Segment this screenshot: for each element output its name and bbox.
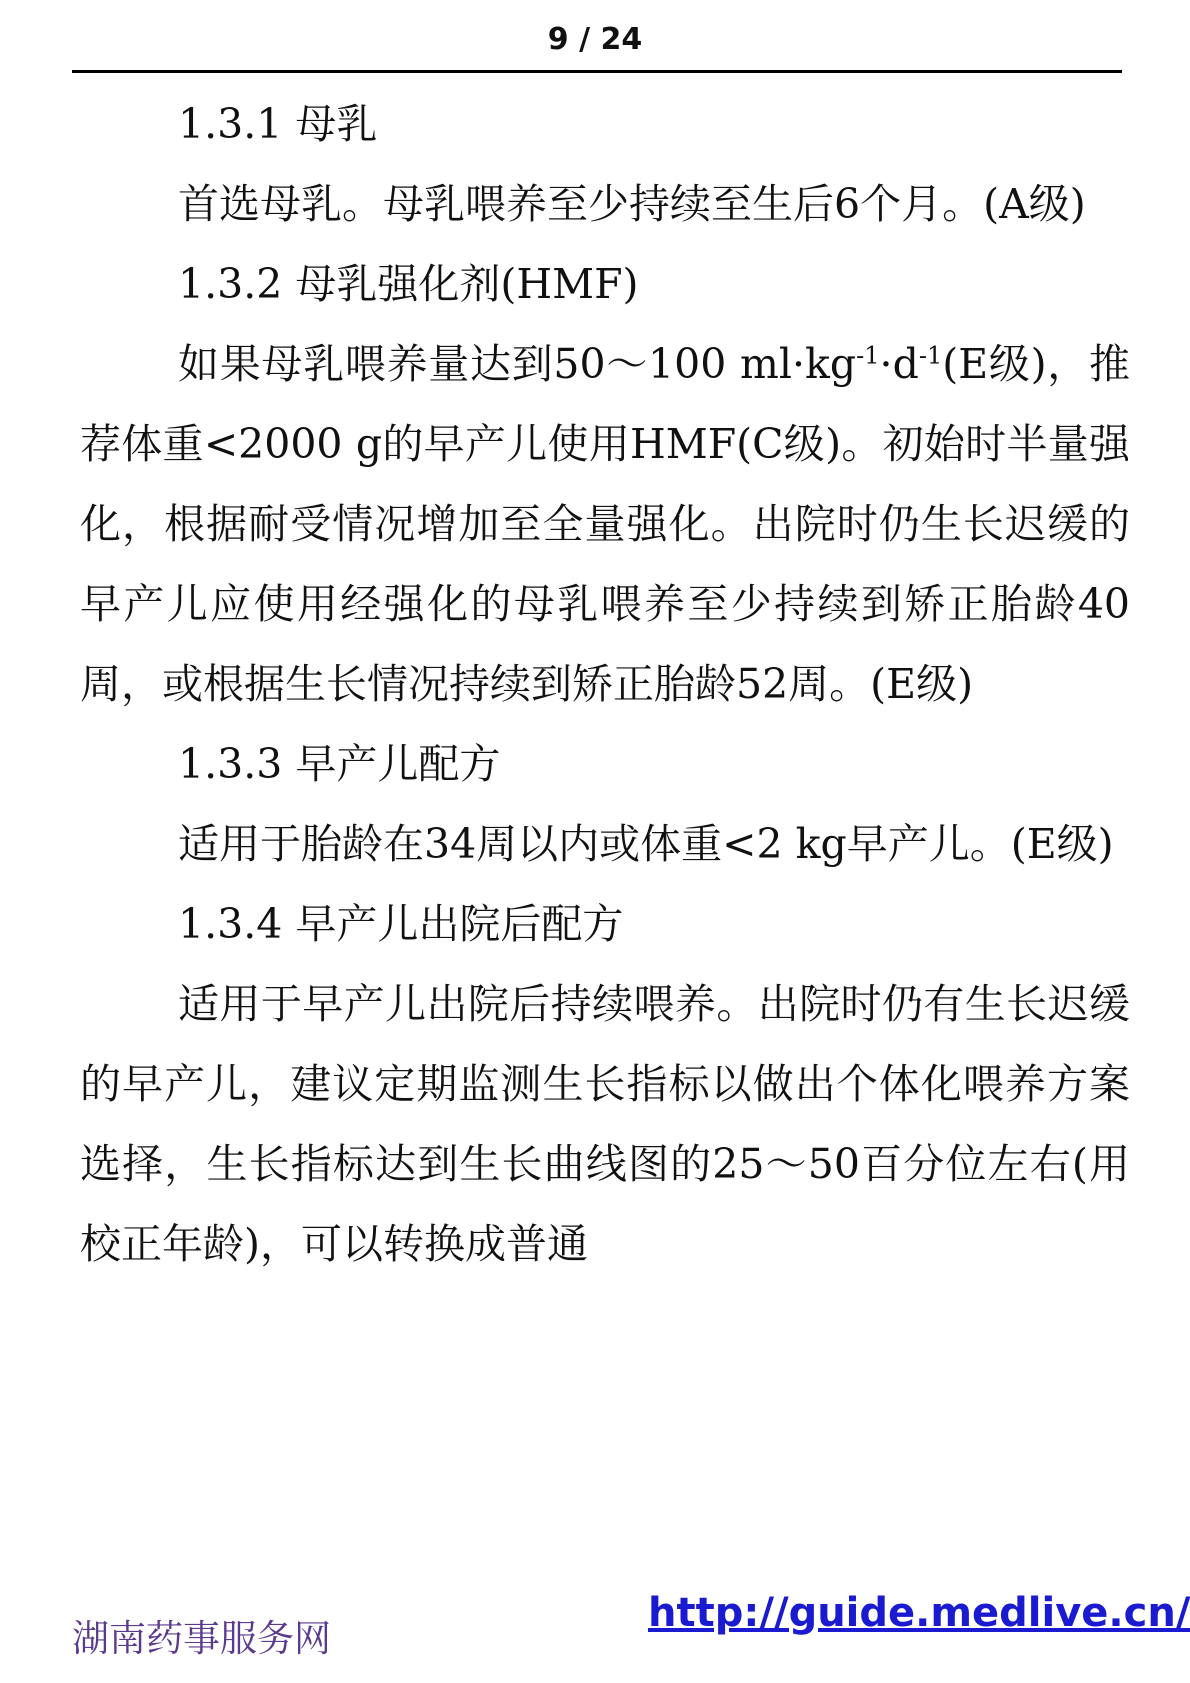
superscript-exponent: -1 (856, 341, 880, 370)
superscript-exponent: -1 (918, 341, 943, 370)
paragraph-text-unit: ·d (879, 340, 919, 388)
section-heading-1-3-4: 1.3.4 早产儿出院后配方 (178, 900, 624, 948)
section-paragraph-1-3-1: 首选母乳。母乳喂养至少持续至生后6个月。(A级) (178, 180, 1086, 228)
section-paragraph-1-3-4: 适用于早产儿出院后持续喂养。出院时仍有生长迟缓的早产儿，建议定期监测生长指标以做出个体化喂养方案选择，生长指标达到生长曲线图的25～50百分位左右(用校正年龄)，可以转换成普通 (80, 980, 1130, 1268)
footer-site-name: 湖南药事服务网 (72, 1617, 331, 1660)
section-heading-1-3-2: 1.3.2 母乳强化剂(HMF) (178, 260, 639, 308)
section-paragraph-1-3-3: 适用于胎龄在34周以内或体重<2 kg早产儿。(E级) (178, 820, 1114, 868)
footer-url-link[interactable]: http://guide.medlive.cn/ (648, 1590, 1190, 1636)
paragraph-text-start: 如果母乳喂养量达到50～100 ml·kg (178, 340, 857, 388)
section-paragraph-1-3-2 (80, 324, 1130, 724)
section-heading-1-3-3: 1.3.3 早产儿配方 (178, 740, 501, 788)
document-body (80, 84, 1130, 1284)
paragraph-text-rest: (E级)，推荐体重<2000 g的早产儿使用HMF(C级)。初始时半量强化，根据耐受情况增加至全量强化。出院时仍生长迟缓的早产儿应使用经强化的母乳喂养至少持续到矫正胎龄40周，或根据生长情况持续到矫正胎龄52周。(E级) (80, 340, 1130, 708)
page-number: 9 / 24 (547, 22, 643, 57)
header-divider (72, 70, 1122, 73)
section-heading-1-3-1: 1.3.1 母乳 (178, 100, 378, 148)
